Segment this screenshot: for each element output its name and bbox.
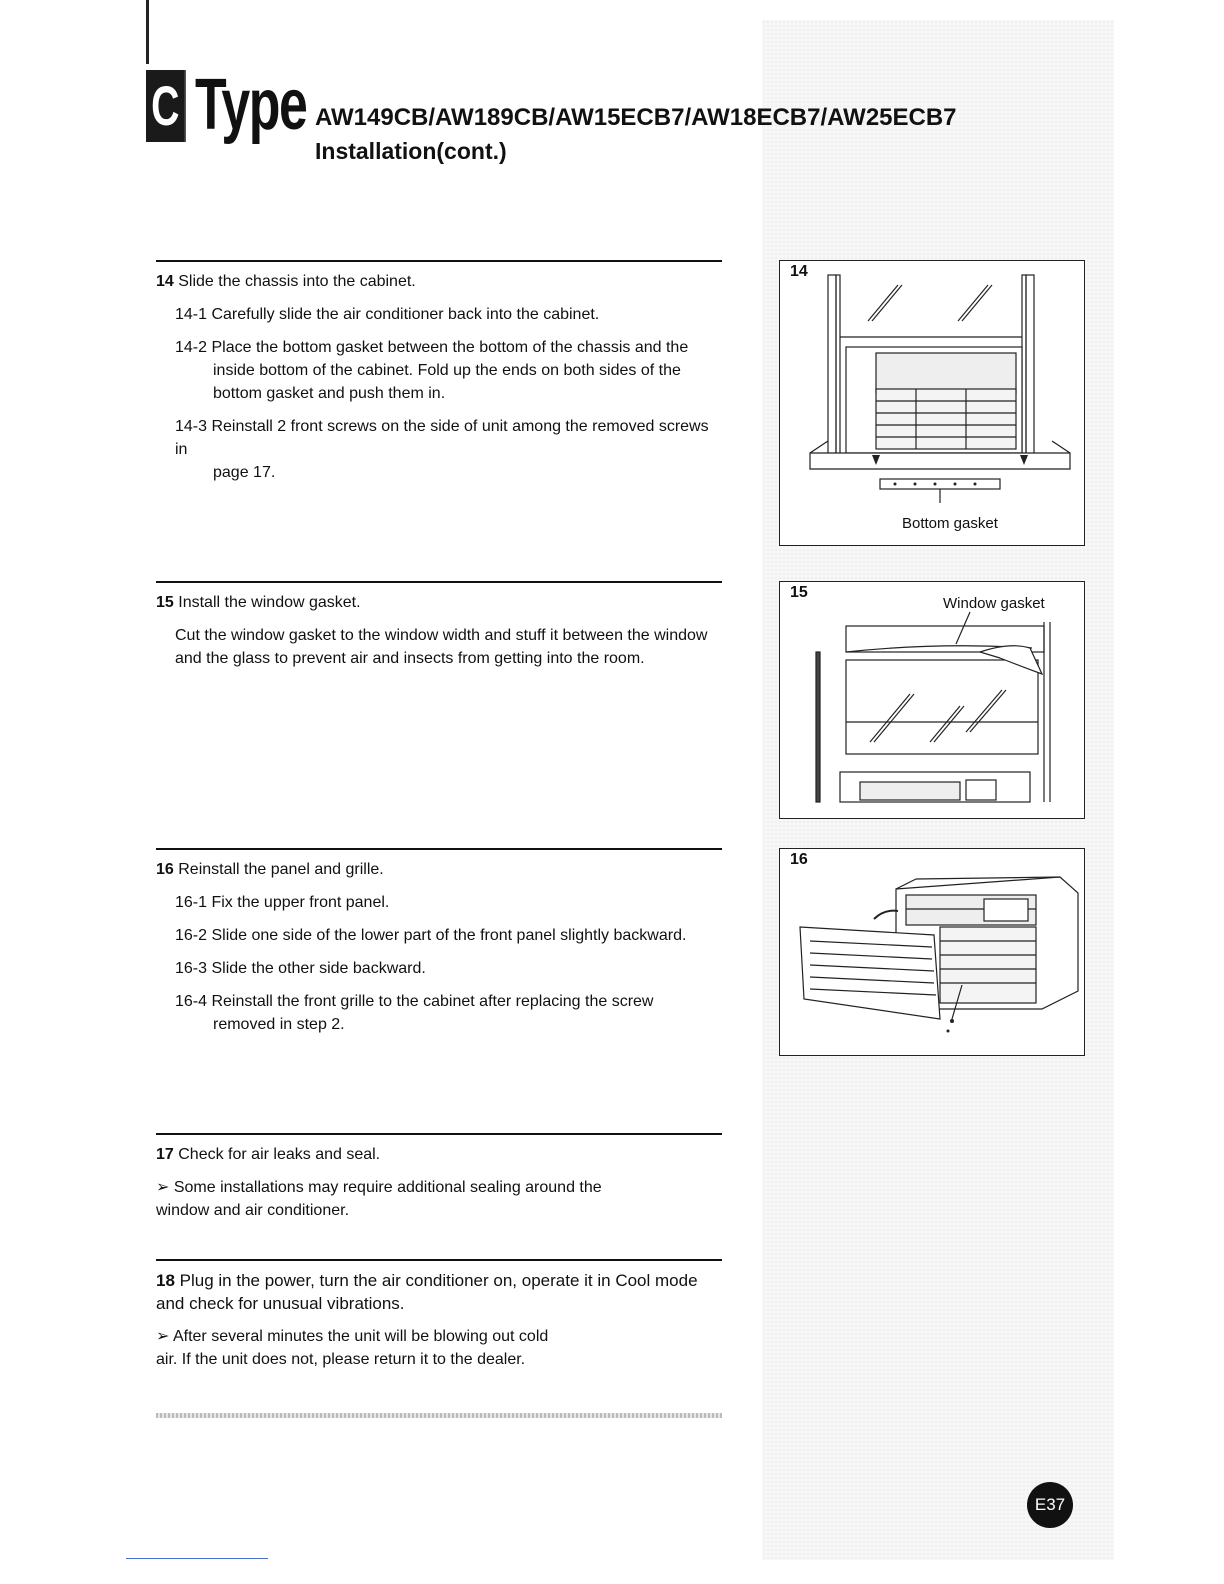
model-numbers: AW149CB/AW189CB/AW15ECB7/AW18ECB7/AW25ECB7 xyxy=(315,104,957,131)
header-vertical-bar xyxy=(146,0,149,64)
figure-16 xyxy=(779,848,1085,1056)
step-title: Check for air leaks and seal. xyxy=(178,1146,381,1163)
figure-caption: Window gasket xyxy=(943,595,1045,612)
substep-continuation: inside bottom of the cabinet. Fold up the ends on both sides of the bottom gasket and push them in. xyxy=(213,362,681,402)
step-title: Slide the chassis into the cabinet. xyxy=(178,273,416,290)
step-title: Reinstall the panel and grille. xyxy=(178,861,384,878)
substep-line: 16-2 Slide one side of the lower part of the front panel slightly backward. xyxy=(175,927,687,944)
step-note: ➢ After several minutes the unit will be blowing out cold air. If the unit does not, please return it to the dealer. xyxy=(156,1328,549,1368)
step-14-section xyxy=(156,260,722,494)
header-type-word: Type xyxy=(195,65,307,145)
window-gasket-illustration xyxy=(780,582,1084,818)
step-15-section xyxy=(156,581,722,680)
bottom-gasket-illustration xyxy=(780,261,1084,545)
figure-number: 16 xyxy=(790,851,808,868)
step-number: 18 xyxy=(156,1271,175,1290)
step-number: 16 xyxy=(156,861,174,878)
bottom-dotted-rule xyxy=(156,1413,722,1418)
step-number: 14 xyxy=(156,273,174,290)
substep-continuation: page 17. xyxy=(213,464,276,481)
substep-line: 16-3 Slide the other side backward. xyxy=(175,960,426,977)
step-title: Install the window gasket. xyxy=(178,594,361,611)
figure-14 xyxy=(779,260,1085,546)
header-type-letter: C xyxy=(146,70,185,142)
substep-line: 16-4 Reinstall the front grille to the cabinet after replacing the screw xyxy=(175,993,654,1010)
figure-15 xyxy=(779,581,1085,819)
substep-line: 16-1 Fix the upper front panel. xyxy=(175,894,390,911)
substep-continuation: removed in step 2. xyxy=(213,1016,345,1033)
substep-line: 14-2 Place the bottom gasket between the bottom of the chassis and the xyxy=(175,339,689,356)
step-note: ➢ Some installations may require additional sealing around the window and air conditioner. xyxy=(156,1179,602,1219)
panel-grille-illustration xyxy=(780,849,1084,1055)
page-subtitle: Installation(cont.) xyxy=(315,138,507,164)
step-18-section xyxy=(156,1259,722,1381)
page-number-badge: E37 xyxy=(1027,1482,1073,1528)
step-number: 17 xyxy=(156,1146,174,1163)
bottom-link-rule xyxy=(126,1558,268,1559)
figure-number: 14 xyxy=(790,263,808,280)
step-16-section xyxy=(156,848,722,1046)
substep-line: 14-1 Carefully slide the air conditioner back into the cabinet. xyxy=(175,306,600,323)
step-body: Cut the window gasket to the window width and stuff it between the window and the glass to prevent air and insects from getting into the room. xyxy=(175,627,708,667)
step-number: 15 xyxy=(156,594,174,611)
figure-number: 15 xyxy=(790,584,808,601)
step-17-section xyxy=(156,1133,722,1232)
figure-caption: Bottom gasket xyxy=(902,515,998,532)
step-title: Plug in the power, turn the air conditioner on, operate it in Cool mode and check for unusual vibrations. xyxy=(156,1271,698,1313)
substep-line: 14-3 Reinstall 2 front screws on the side of unit among the removed screws in xyxy=(175,418,709,458)
